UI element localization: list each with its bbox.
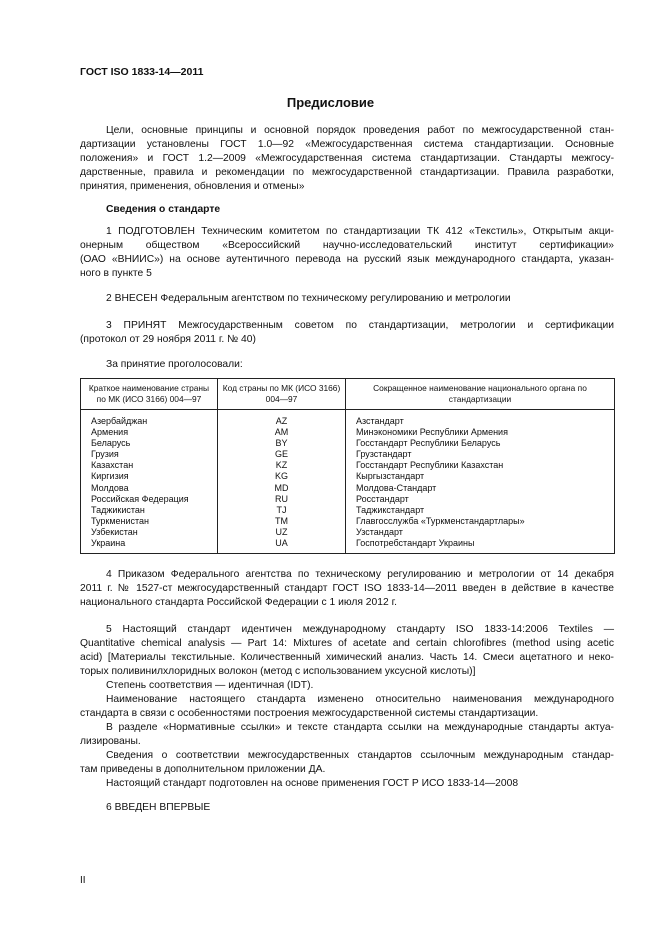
cell-code: KG xyxy=(218,471,346,482)
column-header-body: Сокращенное наименование национального органа по стандартизации xyxy=(346,379,615,410)
table-row xyxy=(81,471,615,482)
text-line: Сведения о соответствии межгосударственных стандартов ссылочным международным стандар- xyxy=(106,750,614,761)
text-line: Степень соответствия — идентичная (IDT). xyxy=(106,680,314,691)
cell-country: Таджикистан xyxy=(81,505,218,516)
cell-body: Узстандарт xyxy=(346,527,615,538)
text-line: 4 Приказом Федерального агентства по техническому регулированию и метрологии от 14 декабря xyxy=(106,569,614,580)
table-row xyxy=(81,516,615,527)
cell-body: Азстандарт xyxy=(346,410,615,428)
cell-body: Госстандарт Республики Казахстан xyxy=(346,460,615,471)
cell-body: Госстандарт Республики Беларусь xyxy=(346,438,615,449)
cell-code: TM xyxy=(218,516,346,527)
table-row xyxy=(81,538,615,554)
info-heading: Сведения о стандарте xyxy=(106,204,221,215)
cell-country: Армения xyxy=(81,427,218,438)
cell-code: GE xyxy=(218,449,346,460)
table-row xyxy=(81,438,615,449)
column-header-code: Код страны по МК (ИСО 3166) 004—97 xyxy=(218,379,346,410)
cell-country: Казахстан xyxy=(81,460,218,471)
text-line: acid) [Материалы текстильные. Количественный химический анализ. Часть 14. Смеси ацетатного и неко- xyxy=(80,652,614,663)
text-line: ного в пункте 5 xyxy=(80,268,152,279)
text-line: национального стандарта Российской Федерации с 1 июля 2012 г. xyxy=(80,597,397,608)
cell-body: Росстандарт xyxy=(346,494,615,505)
table-row xyxy=(81,505,615,516)
text-line: положения» и ГОСТ 1.2—2009 «Межгосударственная система стандартизации. Стандарты межгосу- xyxy=(80,153,614,164)
text-line: 2 ВНЕСЕН Федеральным агентством по техническому регулированию и метрологии xyxy=(106,293,511,304)
table-row xyxy=(81,494,615,505)
text-line: Настоящий стандарт подготовлен на основе применения ГОСТ Р ИСО 1833-14—2008 xyxy=(106,778,519,789)
table-row xyxy=(81,449,615,460)
cell-country: Киргизия xyxy=(81,471,218,482)
table-row xyxy=(81,483,615,494)
text-line: принятия, применения, обновления и отмены» xyxy=(80,181,305,192)
table-row xyxy=(81,460,615,471)
text-line: (ОАО «ВНИИС») на основе аутентичного перевода на русский язык международного стандарта, указан- xyxy=(80,254,614,265)
document-header: ГОСТ ISO 1833-14—2011 xyxy=(80,66,204,78)
paragraph-2 xyxy=(80,292,614,306)
text-line: 1 ПОДГОТОВЛЕН Техническим комитетом по стандартизации ТК 412 «Текстиль», Открытым акци- xyxy=(106,226,614,237)
page-number: II xyxy=(80,875,86,886)
paragraph-1 xyxy=(80,225,614,281)
cell-code: UA xyxy=(218,538,346,554)
cell-country: Российская Федерация xyxy=(81,494,218,505)
text-line: дарственные, правила и рекомендации по межгосударственной стандартизации. Правила разработки, xyxy=(80,167,614,178)
text-line: стандарта в связи с особенностями построения межгосударственной системы стандартизации. xyxy=(80,708,539,719)
voted-label: За принятие проголосовали: xyxy=(106,359,243,370)
paragraph-4 xyxy=(80,568,614,610)
cell-code: RU xyxy=(218,494,346,505)
text-line: Quantitative chemical analysis — Part 14: Mixtures of acetate and certain chlorofibres (method using acetic xyxy=(80,638,614,649)
cell-body: Грузстандарт xyxy=(346,449,615,460)
cell-code: AM xyxy=(218,427,346,438)
table-row xyxy=(81,427,615,438)
cell-code: TJ xyxy=(218,505,346,516)
text-line: лизированы. xyxy=(80,736,141,747)
paragraph-5 xyxy=(80,623,614,791)
text-line: В разделе «Нормативные ссылки» и тексте стандарта ссылки на международные стандарты актуа- xyxy=(106,722,614,733)
cell-body: Главгосслужба «Туркменстандартлары» xyxy=(346,516,615,527)
text-line: 5 Настоящий стандарт идентичен международному стандарту ISO 1833-14:2006 Textiles — xyxy=(106,624,614,635)
cell-country: Молдова xyxy=(81,483,218,494)
text-line: дартизации установлены ГОСТ 1.0—92 «Межгосударственная система стандартизации. Основные xyxy=(80,139,614,150)
cell-code: UZ xyxy=(218,527,346,538)
cell-body: Минэкономики Республики Армения xyxy=(346,427,615,438)
cell-code: KZ xyxy=(218,460,346,471)
cell-country: Узбекистан xyxy=(81,527,218,538)
text-line: Цели, основные принципы и основной порядок проведения работ по межгосударственной стан- xyxy=(106,125,614,136)
text-line: 2011 г. № 1527-ст межгосударственный стандарт ГОСТ ISO 1833-14—2011 введен в действие в качестве xyxy=(80,583,614,594)
cell-code: MD xyxy=(218,483,346,494)
cell-body: Госпотребстандарт Украины xyxy=(346,538,615,554)
cell-body: Молдова-Стандарт xyxy=(346,483,615,494)
text-line: Наименование настоящего стандарта изменено относительно наименования международного xyxy=(106,694,614,705)
cell-country: Азербайджан xyxy=(81,410,218,428)
text-line: 3 ПРИНЯТ Межгосударственным советом по стандартизации, метрологии и сертификации xyxy=(106,320,614,331)
table-row xyxy=(81,527,615,538)
page-title: Предисловие xyxy=(286,95,375,110)
table-row xyxy=(81,410,615,428)
paragraph-6: 6 ВВЕДЕН ВПЕРВЫЕ xyxy=(106,802,211,813)
text-line: (протокол от 29 ноября 2011 г. № 40) xyxy=(80,334,256,345)
voting-table xyxy=(80,378,615,554)
cell-country: Украина xyxy=(81,538,218,554)
column-header-country: Краткое наименование страны по МК (ИСО 3166) 004—97 xyxy=(81,379,218,410)
intro-paragraph xyxy=(80,124,614,194)
paragraph-3 xyxy=(80,319,614,347)
cell-body: Кыргызстандарт xyxy=(346,471,615,482)
cell-code: AZ xyxy=(218,410,346,428)
text-line: торых поливинилхлоридных волокон (метод с использованием уксусной кислоты)] xyxy=(80,666,476,677)
cell-code: BY xyxy=(218,438,346,449)
cell-body: Таджикстандарт xyxy=(346,505,615,516)
cell-country: Туркменистан xyxy=(81,516,218,527)
cell-country: Беларусь xyxy=(81,438,218,449)
text-line: онерным обществом «Всероссийский научно-исследовательский институт сертификации» xyxy=(80,240,614,251)
cell-country: Грузия xyxy=(81,449,218,460)
text-line: там приведены в дополнительном приложении ДА. xyxy=(80,764,326,775)
